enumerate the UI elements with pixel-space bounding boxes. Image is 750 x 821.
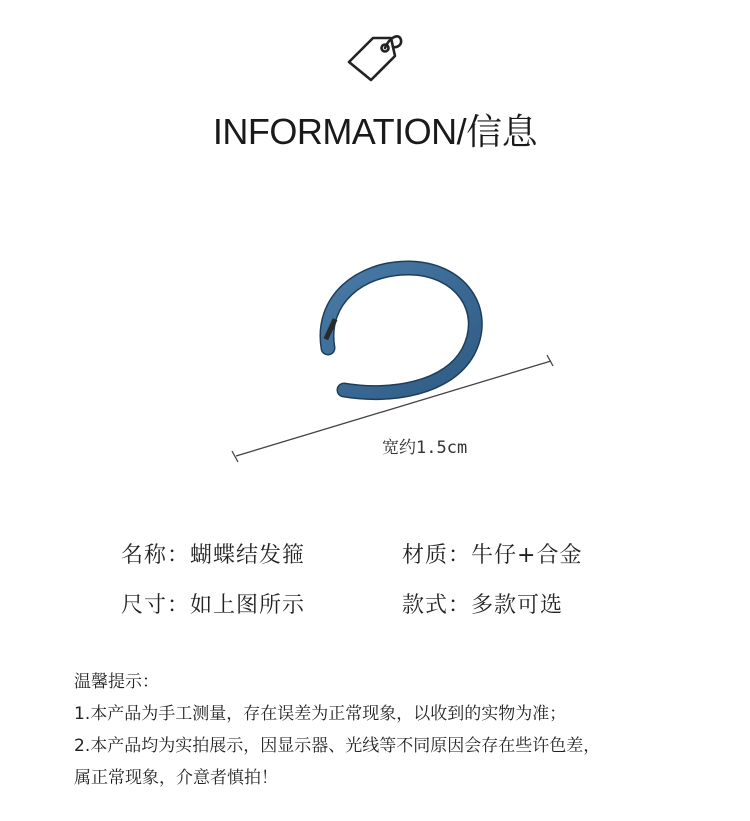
- spec-key: 尺寸：: [121, 593, 191, 618]
- notice-line: 2.本产品均为实拍展示，因显示器、光线等不同原因会存在些许色差，: [74, 736, 601, 756]
- width-label: 宽约1.5cm: [382, 438, 468, 458]
- notice-line: 属正常现象，介意者慎拍！: [74, 768, 278, 788]
- spec-key: 名称：: [121, 543, 191, 568]
- page-title: INFORMATION/信息: [212, 111, 538, 152]
- spec-value: 牛仔+合金: [471, 543, 583, 568]
- notice-line: 1.本产品为手工测量，存在误差为正常现象，以收到的实物为准；: [74, 704, 567, 724]
- notice-heading: 温馨提示：: [74, 672, 159, 692]
- spec-value: 蝴蝶结发箍: [190, 543, 306, 568]
- spec-key: 款式：: [402, 593, 472, 618]
- spec-value: 多款可选: [471, 593, 564, 618]
- spec-style: [402, 588, 563, 619]
- spec-value: 如上图所示: [190, 593, 306, 618]
- spec-size: [121, 588, 305, 619]
- notice-block: [74, 666, 714, 794]
- spec-name: [121, 538, 305, 569]
- spec-material: [402, 538, 582, 569]
- spec-key: 材质：: [402, 543, 472, 568]
